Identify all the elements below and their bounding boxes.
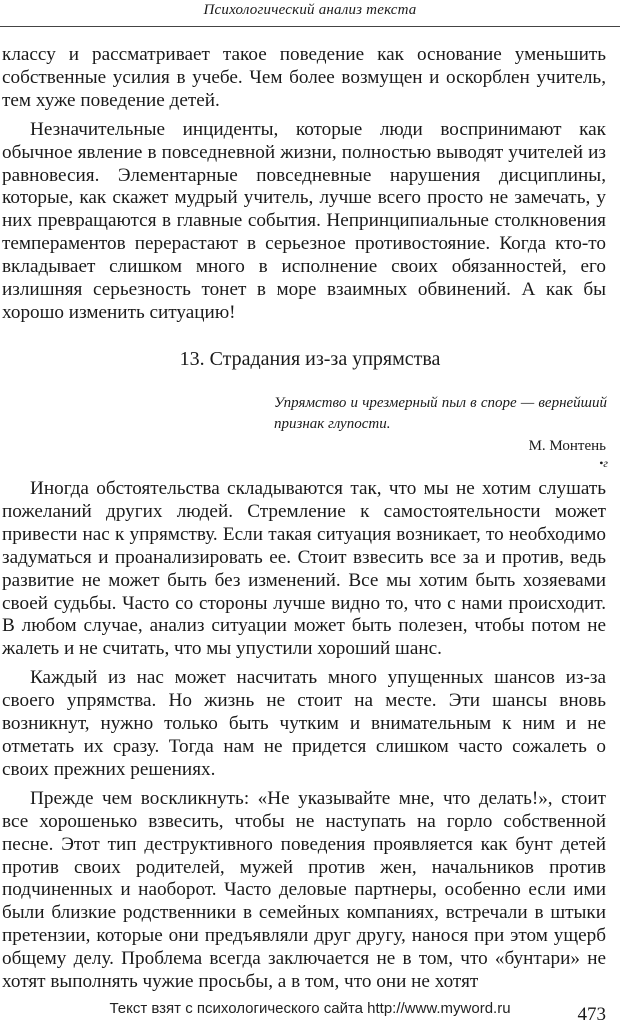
page-number: 473 xyxy=(577,1004,606,1025)
header-rule xyxy=(0,26,620,27)
section-1-text xyxy=(2,44,606,325)
paragraph: Каждый из нас может насчитать много упущенных шансов из-за своего упрямства. Но жизнь не стоит на месте. Эти шансы вновь возникнут, нужно только быть чутким и внимательным к ним и не отметать их сразу. Тогда нам не придется слишком часто сожалеть о своих прежних решениях. xyxy=(2,667,606,780)
epigraph-author: М. Монтень xyxy=(528,438,606,454)
source-link-note: Текст взят с психологического сайта http://www.myword.ru xyxy=(109,1000,511,1017)
epigraph-quote: Упрямство и чрезмерный пыл в споре — вернейший признак глупости. xyxy=(274,395,607,432)
section-2-text xyxy=(2,478,606,994)
paragraph: Иногда обстоятельства складываются так, что мы не хотим слушать пожеланий других людей. Стремление к самостоятельности может привести нас к упрямству. Если такая ситуация возникает, то необходимо задуматься и проанализировать ее. Стоит взвесить все за и против, ведь развитие не может быть без изменений. Все мы хотим быть хозяевами своей судьбы. Часто со стороны лучше видно то, что с нами происходит. В любом случае, анализ ситуации может быть полезен, чтобы потом не жалеть и не считать, что мы упустили хороший шанс. xyxy=(2,478,606,660)
section-title: 13. Страдания из-за упрямства xyxy=(179,348,441,370)
ornament-mark: •г xyxy=(599,456,608,470)
running-header: Психологический анализ текста xyxy=(203,2,417,18)
paragraph: Незначительные инциденты, которые люди воспринимают как обычное явление в повседневной жизни, полностью выводят учителей из равновесия. Элементарные повседневные нарушения дисциплины, которые, как скажет мудрый учитель, лучше всего просто не замечать, у них превращаются в главные события. Непринципиальные столкновения темпераментов перерастают в серьезное противостояние. Когда кто-то вкладывает слишком много в исполнение своих обязанностей, его излишняя серьезность тонет в море взаимных обвинений. А как бы хорошо изменить ситуацию! xyxy=(2,118,606,323)
paragraph: классу и рассматривает такое поведение как основание уменьшить собственные усилия в учебе. Чем более возмущен и оскорблен учитель, тем хуже поведение детей. xyxy=(2,44,606,111)
paragraph: Прежде чем воскликнуть: «Не указывайте мне, что делать!», стоит все хорошенько взвесить, чтобы не наступать на горло собственной песне. Этот тип деструктивного поведения проявляется как бунт детей против своих родителей, мужей против жен, начальников против подчиненных и наоборот. Часто деловые партнеры, особенно если ими были близкие родственники в семейных компаниях, встречали в штыки претензии, которые они предъявляли друг другу, нанося при этом ущерб общему делу. Проблема всегда заключается не в том, что «бунтари» не хотят выполнять чужие просьбы, а в том, что они не хотят xyxy=(2,787,606,993)
